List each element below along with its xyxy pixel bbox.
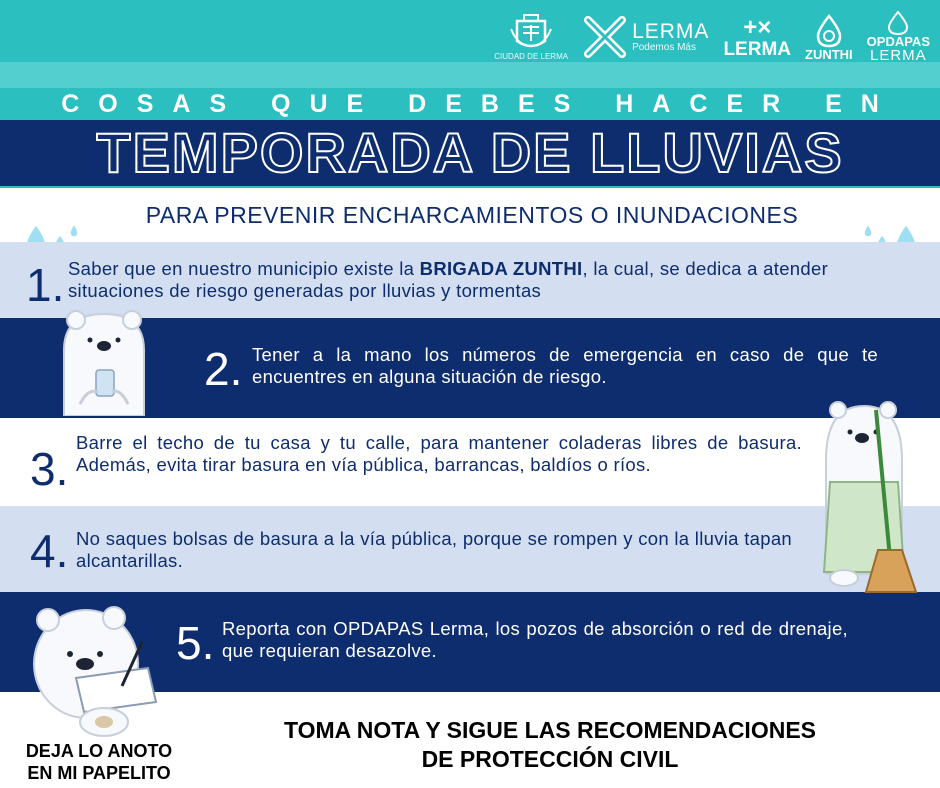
zunthi-logo-name: ZUNTHI — [805, 46, 853, 62]
lerma-x-logo-icon — [582, 14, 628, 60]
tip-number: 3. — [30, 443, 69, 495]
ciudad-lerma-logo — [494, 13, 568, 62]
zunthi-drop-logo-icon — [814, 14, 844, 48]
opdapas-logo — [867, 11, 930, 63]
lerma-logo-name: LERMA — [632, 20, 710, 43]
page-subtitle: PARA PREVENIR ENCHARCAMIENTOS O INUNDACIONES — [145, 202, 799, 228]
heading-kicker: COSAS QUE DEBES HACER EN — [61, 90, 898, 118]
polar-bear-writing-icon — [14, 598, 164, 738]
tip-number: 2. — [204, 343, 243, 395]
polar-bear-phone-icon — [44, 300, 164, 416]
ciudad-lerma-caption: CIUDAD DE LERMA — [494, 51, 569, 61]
brigada-zunthi-highlight: BRIGADA ZUNTHI — [419, 258, 583, 279]
tip-text: Tener a la mano los números de emergencia en caso de que te encuentres en alguna situación de riesgo. — [252, 344, 878, 387]
plus-lerma-logo-icon: +× — [743, 13, 772, 41]
footer-line-2: DE PROTECCIÓN CIVIL — [421, 746, 679, 772]
zunthi-logo — [805, 14, 853, 61]
bear-caption-line-2: EN MI PAPELITO — [27, 763, 171, 783]
plus-lerma-logo — [723, 13, 791, 60]
footer-note — [200, 716, 900, 774]
opdapas-drop-logo-icon — [887, 11, 909, 35]
city-seal-icon — [509, 13, 553, 53]
tip-text-part: Saber que en nuestro municipio existe la — [68, 258, 420, 279]
tip-text-part: , la cual, se dedica a atender situaciones de riesgo generadas por lluvias y tormentas — [68, 258, 829, 301]
plus-lerma-logo-name: LERMA — [723, 38, 791, 60]
footer-line-1: TOMA NOTA Y SIGUE LAS RECOMENDACIONES — [283, 717, 817, 743]
opdapas-logo-line1: OPDAPAS — [866, 34, 930, 49]
bear-caption-line-1: DEJA LO ANOTO — [25, 741, 173, 761]
tip-row-4 — [0, 506, 940, 592]
tip-number: 5. — [176, 617, 215, 669]
tip-text: Reporta con OPDAPAS Lerma, los pozos de absorción o red de drenaje, que requieran desazolve. — [222, 618, 848, 661]
tip-text: No saques bolsas de basura a la vía pública, porque se rompen y con la lluvia tapan alcantarillas. — [76, 528, 792, 571]
tip-text: Barre el techo de tu casa y tu calle, para mantener coladeras libres de basura. Además, evita tirar basura en vía pública, barrancas, baldíos o ríos. — [76, 432, 802, 475]
tip-text — [68, 258, 898, 302]
bear-caption — [4, 740, 194, 784]
logo-strip — [494, 8, 930, 66]
subtitle-pill — [68, 194, 876, 236]
lerma-podemos-logo — [582, 14, 709, 60]
opdapas-logo-line2: LERMA — [869, 47, 927, 64]
tip-number: 4. — [30, 525, 69, 577]
page-title: TEMPORADA DE LLUVIAS — [96, 121, 844, 184]
tip-row-3 — [0, 418, 940, 506]
tip-number: 1. — [26, 259, 65, 311]
lerma-logo-tagline: Podemos Más — [632, 42, 696, 53]
polar-bear-broom-icon — [804, 390, 922, 594]
